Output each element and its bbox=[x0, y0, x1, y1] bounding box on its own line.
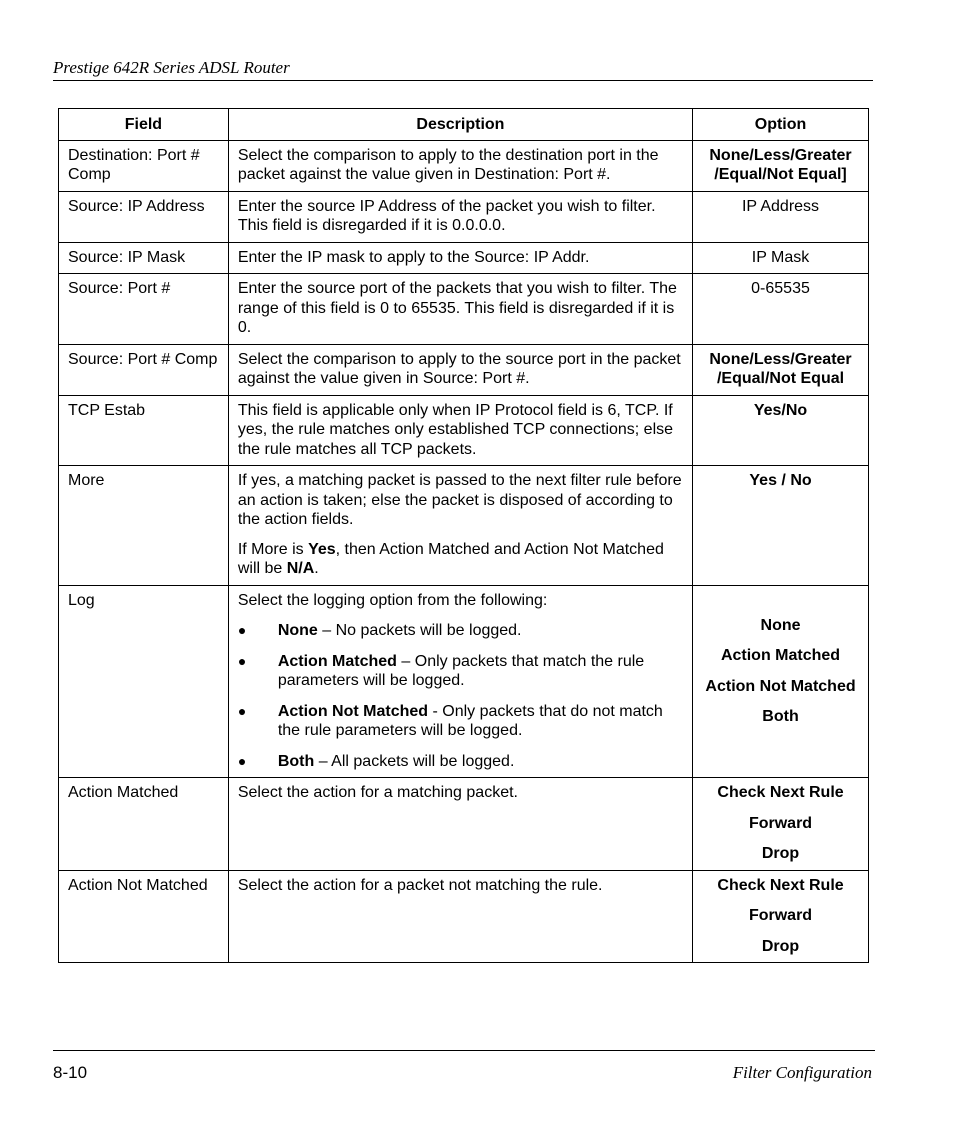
table-row bbox=[59, 466, 869, 586]
description-cell: This field is applicable only when IP Protocol field is 6, TCP. If yes, the rule matches only established TCP connections; else the rule matches all TCP packets. bbox=[228, 395, 692, 466]
table-header-row bbox=[59, 109, 869, 141]
description-cell: Enter the IP mask to apply to the Source: IP Addr. bbox=[228, 242, 692, 274]
description-cell: Select the action for a packet not matching the rule. bbox=[228, 870, 692, 963]
option-cell: Yes/No bbox=[693, 395, 869, 466]
table-row bbox=[59, 585, 869, 778]
column-header-field: Field bbox=[59, 109, 229, 141]
option-value: Action Not Matched bbox=[705, 677, 856, 695]
description-cell: Select the comparison to apply to the source port in the packet against the value given in Source: Port #. bbox=[228, 344, 692, 395]
field-cell: Action Not Matched bbox=[59, 870, 229, 963]
column-header-description: Description bbox=[228, 109, 692, 141]
option-cell: IP Mask bbox=[693, 242, 869, 274]
option-value: Action Matched bbox=[720, 647, 841, 664]
field-cell: TCP Estab bbox=[59, 395, 229, 466]
column-header-option: Option bbox=[693, 109, 869, 141]
option-cell: IP Address bbox=[693, 191, 869, 242]
description-cell: Select the action for a matching packet. bbox=[228, 778, 692, 871]
option-value: Drop bbox=[761, 937, 800, 955]
page-number: 8-10 bbox=[53, 1063, 88, 1082]
option-cell bbox=[693, 870, 869, 963]
option-value: None bbox=[760, 616, 801, 634]
option-cell: None/Less/Greater /Equal/Not Equal bbox=[693, 344, 869, 395]
table-row bbox=[59, 344, 869, 395]
description-cell bbox=[228, 466, 692, 586]
page-header bbox=[53, 58, 873, 81]
description-cell bbox=[228, 585, 692, 778]
table-row bbox=[59, 191, 869, 242]
field-cell: Log bbox=[59, 585, 229, 778]
header-title: Prestige 642R Series ADSL Router bbox=[53, 58, 290, 77]
section-title: Filter Configuration bbox=[732, 1063, 872, 1082]
option-cell: 0-65535 bbox=[693, 274, 869, 345]
option-value: Check Next Rule bbox=[717, 784, 844, 801]
table-row bbox=[59, 274, 869, 345]
option-cell bbox=[693, 585, 869, 778]
option-value: Drop bbox=[761, 845, 800, 862]
option-cell bbox=[693, 778, 869, 871]
log-option-list bbox=[238, 621, 683, 771]
field-cell: More bbox=[59, 466, 229, 586]
option-value: Forward bbox=[748, 814, 813, 832]
option-cell: Yes / No bbox=[693, 466, 869, 586]
list-item: ● Action Matched – Only packets that match the rule parameters will be logged. bbox=[238, 652, 683, 691]
table-row bbox=[59, 778, 869, 871]
option-value: Forward bbox=[748, 907, 813, 924]
description-cell: Enter the source IP Address of the packet you wish to filter. This field is disregarded if it is 0.0.0.0. bbox=[228, 191, 692, 242]
option-value: Both bbox=[762, 708, 799, 725]
description-cell: Enter the source port of the packets that you wish to filter. The range of this field is 0 to 65535. This field is disregarded if it is 0. bbox=[228, 274, 692, 345]
description-note: If More is Yes, then Action Matched and Action Not Matched will be N/A. bbox=[237, 540, 664, 577]
list-item: ● None – No packets will be logged. bbox=[238, 621, 683, 641]
page-footer bbox=[53, 1050, 875, 1082]
description-text: If yes, a matching packet is passed to the next filter rule before an action is taken; else the packet is disposed of according to the action fields. bbox=[237, 472, 682, 528]
field-cell: Destination: Port # Comp bbox=[59, 140, 229, 191]
description-cell: Select the comparison to apply to the destination port in the packet against the value given in Destination: Port #. bbox=[228, 140, 692, 191]
option-value: Check Next Rule bbox=[717, 876, 844, 894]
field-cell: Source: Port # bbox=[59, 274, 229, 345]
filter-field-table bbox=[58, 108, 869, 963]
description-text: Select the logging option from the following: bbox=[237, 591, 548, 609]
table-row bbox=[59, 395, 869, 466]
table-row bbox=[59, 870, 869, 963]
list-item: ● Both – All packets will be logged. bbox=[238, 752, 683, 772]
field-cell: Source: Port # Comp bbox=[59, 344, 229, 395]
option-cell: None/Less/Greater /Equal/Not Equal] bbox=[693, 140, 869, 191]
list-item: ● Action Not Matched - Only packets that do not match the rule parameters will be logged. bbox=[238, 702, 683, 741]
field-cell: Source: IP Mask bbox=[59, 242, 229, 274]
table-row bbox=[59, 140, 869, 191]
field-cell: Source: IP Address bbox=[59, 191, 229, 242]
table-row bbox=[59, 242, 869, 274]
field-cell: Action Matched bbox=[59, 778, 229, 871]
